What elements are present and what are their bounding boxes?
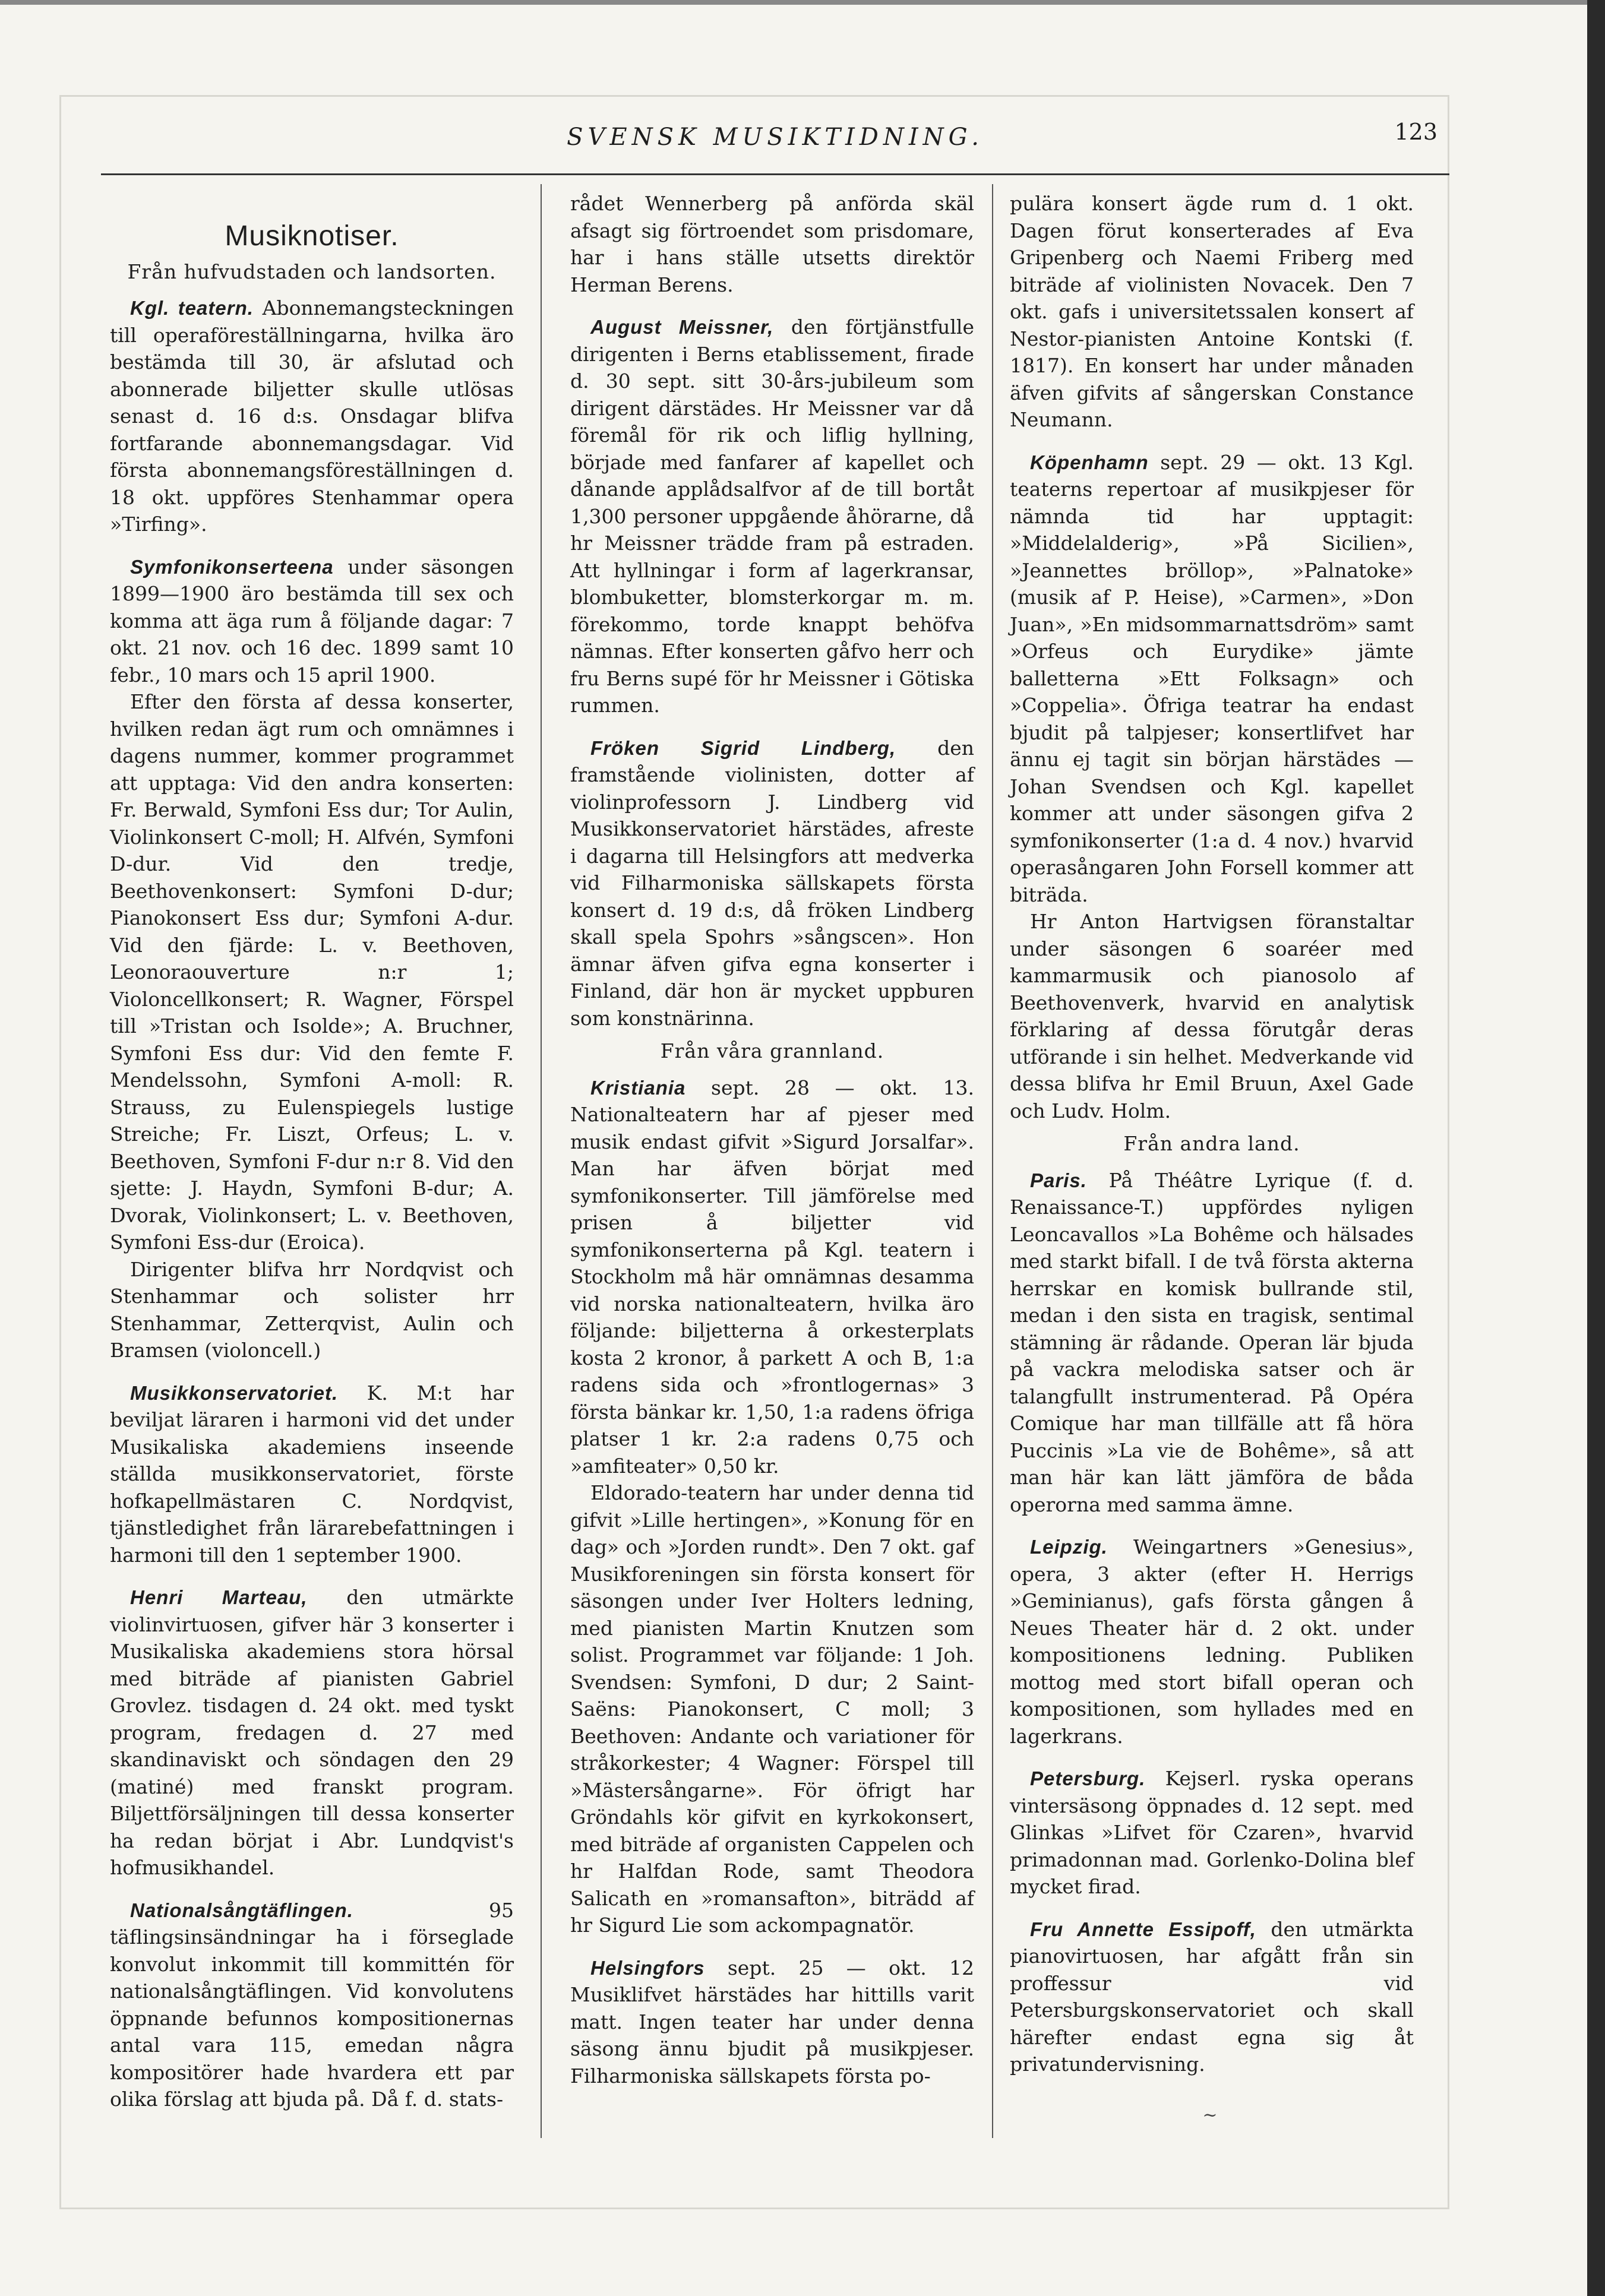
article-henri-marteau <box>110 1584 514 1881</box>
section-title: Musiknotiser. <box>225 220 399 252</box>
scan-edge-right <box>1587 0 1605 2296</box>
article-keyword: Leipzig. <box>1030 1536 1108 1558</box>
article-keyword: Fröken Sigrid Lindberg, <box>590 736 896 759</box>
column-rule-1 <box>541 184 542 2138</box>
article-text: den utmärkte violinvirtuosen, gifver här 3 konserter i Musikaliska akademiens stora hörsal med biträde af pianisten Gabriel Grovlez. tisdagen d. 24 okt. med tyskt program, fredagen d. 27 med skandinaviskt och söndagen den 29 (matiné) med franskt program. Biljettförsäljningen till dessa konserter ha redan börjat i Abr. Lundqvist's hofmusikhandel. <box>110 1586 514 1879</box>
article-keyword: Nationalsångtäflingen. <box>130 1899 353 1921</box>
article-petersburg <box>1010 1765 1414 1900</box>
article-text: sept. 29 — okt. 13 Kgl. teaterns repertoar af musikpjeser för nämnda tid har upptagit: »Middelalderig», »På Sicilien», »Jeannettes bröllop», »Palnatoke» (musik af P. Heise), »Carmen», »Don Juan», »En midsommarnattsdröm» samt »Orfeus och Eurydike» jämte balletterna »Ett Folksagn» och »Coppelia». Öfriga teatrar ha endast bjudit på talpjeser; konsertlifvet har ännu ej tagit sin början härstädes — Johan Svendsen och Kgl. kapellet kommer att under säsongen gifva 2 symfonikonserter (1:a d. 4 nov.) hvarvid operasångaren John Forsell kommer att biträda. <box>1010 450 1414 906</box>
article-text: Weingartners »Genesius», opera, 3 akter (efter H. Herrigs »Geminianus), gafs första gången å Neues Theater här d. 2 okt. under kompositionens ledning. Publiken mottog med stort bifall operan och kompositionen, som hyllades med en lagerkrans. <box>1010 1535 1414 1748</box>
article-kristiania <box>570 1074 974 1480</box>
column-1 <box>110 190 514 2113</box>
article-keyword: Köpenhamn <box>1030 451 1149 473</box>
article-keyword: August Meissner, <box>590 316 774 338</box>
column-3 <box>1010 190 1414 2129</box>
article-text: 95 täflingsinsändningar ha i förseglade konvolut inkommit till kommittén för nationalsångtäflingen. Vid konvolutens öppnande befunnos kompositionernas antal vara 115, emedan några kompositörer hade hvardera ett par olika förslag att bjuda på. Då f. d. stats- <box>110 1898 514 2111</box>
article-keyword: Symfonikonserteena <box>130 555 334 578</box>
page-number: 123 <box>1394 119 1437 145</box>
article-helsingfors <box>570 1955 974 2090</box>
column-2 <box>570 190 974 2089</box>
article-keyword: Fru Annette Essipoff, <box>1030 1918 1256 1940</box>
article-text: den utmärkta pianovirtuosen, har afgått från sin proffessur vid Petersburgskonservatoriet och skall härefter endast egna sig åt privatundervisning. <box>1010 1917 1414 2076</box>
subhead-andra-land: Från andra land. <box>1123 1132 1300 1155</box>
article-hartvigsen: Hr Anton Hartvigsen föranstaltar under säsongen 6 soaréer med kammarmusik och pianosolo af Beethovenverk, hvarvid en analytisk förklaring af dessa förutgår deras utförande i sin helhet. Medverkande vid dessa blifva hr Emil Bruun, Axel Gade och Ludv. Holm. <box>1010 910 1414 1122</box>
subhead-hufvudstaden: Från hufvudstaden och landsorten. <box>127 260 497 283</box>
article-keyword: Henri Marteau, <box>130 1586 308 1608</box>
page-header <box>101 113 1449 172</box>
article-text: den förtjänstfulle dirigenten i Berns etablissement, firade d. 30 sept. sitt 30-års-jubileum som dirigent därstädes. Hr Meissner var då föremål för rik och liflig hyllning, började med fanfarer af kapellet och dånande applådsalfvor af de till bortåt 1,300 personer uppgående åhörarne, då hr Meissner trädde fram på estraden. Att hyllningar i form af lagerkransar, blombuketter, blomsterkorgar m. m. förekommo, torde knappt behöfva nämnas. Efter konserten gåfvo herr och fru Berns supé för hr Meissner i Götiska rummen. <box>570 315 974 717</box>
subhead-grannland: Från våra grannland. <box>660 1039 884 1062</box>
article-program: Efter den första af dessa konserter, hvilken redan ägt rum och omnämnes i dagens nummer, kommer programmet att upptaga: Vid den andra konserten: Fr. Berwald, Symfoni Ess dur; Tor Aulin, Violinkonsert C-moll; H. Alfvén, Symfoni D-dur. Vid den tredje, Beethovenkonsert: Symfoni D-dur; Pianokonsert Ess dur; Symfoni A-dur. Vid den fjärde: L. v. Beethoven, Leonoraouverture n:r 1; Violoncellkonsert; R. Wagner, Förspel till »Tristan och Isolde»; A. Bruchner, Symfoni Ess dur: Vid den femte F. Mendelssohn, Symfoni A-moll: R. Strauss, zu Eulenspiegels lustige Streiche; Fr. Liszt, Orfeus; L. v. Beethoven, Symfoni F-dur n:r 8. Vid den sjette: J. Haydn, Symfoni B-dur; A. Dvorak, Violinkonsert; L. v. Beethoven, Symfoni Ess-dur (Eroica). <box>110 690 514 1254</box>
article-musikkonservatoriet <box>110 1380 514 1569</box>
article-text: K. M:t har beviljat läraren i harmoni vid det under Musikaliska akademiens inseende ställda musikkonservatoriet, förste hofkapellmästaren C. Nordqvist, tjänstledighet från lärarebefattningen i harmoni till den 1 september 1900. <box>110 1381 514 1567</box>
article-symfonikonserter <box>110 554 514 689</box>
article-text: den framstående violinisten, dotter af violinprofessorn J. Lindberg vid Musikkonservatoriet härstädes, afreste i dagarna till Helsingfors att medverka vid Filharmoniska sällskapets första konsert d. 19 d:s, då fröken Lindberg skall spela Spohrs »sångscen». Hon ämnar äfven gifva egna konserter i Finland, där hon är mycket uppburen som konstnärinna. <box>570 736 975 1030</box>
article-august-meissner <box>570 314 974 719</box>
article-populara-konsert: pulära konsert ägde rum d. 1 okt. Dagen förut konserterades af Eva Gripenberg och Naemi Friberg med biträde af violinisten Novacek. Den 7 okt. gafs i universitetssalen konsert af Nestor-pianisten Antoine Kontski (f. 1817). En konsert har under månaden äfven gifvits af sångerskan Constance Neumann. <box>1010 192 1414 431</box>
column-rule-2 <box>992 184 993 2138</box>
article-kgl-teatern <box>110 295 514 538</box>
article-text: Abonnemangsteckningen till operaföreställningarna, hvilka äro bestämda till 30, är afslutad och abonnerade biljetter skulle utlösas senast d. 16 d:s. Onsdagar blifva fortfarande abonnemangsdagar. Vid första abonnemangsföreställningen d. 18 okt. uppföres Stenhammar opera »Tirfing». <box>110 296 514 536</box>
article-text: sept. 28 — okt. 13. Nationalteatern har af pjeser med musik endast gifvit »Sigurd Jorsalfar». Man har äfven börjat med symfonikonserter. Till jämförelse med prisen å biljetter vid symfonikonserterna på Kgl. teatern i Stockholm må här omnämnas desamma vid norska nationalteatern, hvilka äro följande: biljetterna å orkesterplats kosta 2 kronor, å parkett A och B, 1:a radens sida och »frontlogernas» 3 första bänkar kr. 1,50, 1:a radens öfriga platser 1 kr. 2:a radens 0,75 och »amfiteater» 0,50 kr. <box>570 1076 974 1478</box>
article-leipzig <box>1010 1533 1414 1750</box>
article-keyword: Kgl. teatern. <box>130 297 254 319</box>
article-nationalsangtaflingen <box>110 1897 514 2113</box>
article-text: Kejserl. ryska operans vintersäsong öppnades d. 12 sept. med Glinkas »Lifvet för Czaren», hvarvid primadonnan mad. Gorlenko-Dolina blef mycket firad. <box>1010 1767 1414 1898</box>
article-text: under säsongen 1899—1900 äro bestämda till sex och komma att äga rum å följande dagar: 7 okt. 21 nov. och 16 dec. 1899 samt 10 febr., 10 mars och 15 april 1900. <box>110 555 514 687</box>
article-dirigenter: Dirigenter blifva hrr Nordqvist och Stenhammar och solister hrr Stenhammar, Zetterqvist, Aulin och Bramsen (violoncell.) <box>110 1257 514 1362</box>
article-paris <box>1010 1167 1414 1519</box>
article-text: sept. 25 — okt. 12 Musiklifvet härstädes har hittills varit matt. Ingen teater har under denna säsong ännu bjudit på musikpjeser. Filharmoniska sällskapets första po- <box>570 1956 974 2088</box>
article-keyword: Kristiania <box>590 1076 686 1099</box>
journal-title: SVENSK MUSIKTIDNING. <box>567 124 984 151</box>
article-sigrid-lindberg <box>570 735 974 1032</box>
article-eldorado: Eldorado-teatern har under denna tid gifvit »Lille hertingen», »Konung för en dag» och »Jorden rundt». Den 7 okt. gaf Musikforeningen sin första konsert för säsongen under Iver Holters ledning, med pianisten Martin Knutzen som solist. Programmet var följande: 1 Joh. Svendsen: Symfoni, D dur; 2 Saint-Saëns: Pianokonsert, C moll; 3 Beethoven: Andante och variationer för stråkorkester; 4 Wagner: Förspel till »Mästersångarne». För öfrigt har Gröndahls kör gifvit en kyrkokonsert, med biträde af organisten Cappelen och hr Halfdan Rode, samt Theodora Salicath en »romansafton», biträdd af hr Sigurd Lie som ackompagnatör. <box>570 1481 974 1937</box>
article-text: På Théâtre Lyrique (f. d. Renaissance-T.) uppfördes nyligen Leoncavallos »La Bohême och hälsades med starkt bifall. I de två första akterna herrskar en komisk bullrande stil, medan i den sista en tragisk, sentimal stämning är rådande. Operan lär bjuda på vackra melodiska satser och är talangfullt instrumenterad. På Opéra Comique har man tillfälle att få höra Puccinis »La vie de Bohême», så att man här kan lätt jämföra de båda operorna med samma ämne. <box>1010 1168 1414 1516</box>
scan-edge-top <box>0 0 1605 5</box>
article-wennerberg: rådet Wennerberg på anförda skäl afsagt sig förtroendet som prisdomare, har i hans ställe utsetts direktör Herman Berens. <box>570 192 974 296</box>
article-keyword: Helsingfors <box>590 1956 705 1979</box>
article-keyword: Petersburg. <box>1030 1767 1146 1789</box>
article-keyword: Musikkonservatoriet. <box>130 1381 339 1404</box>
ornament-icon: ~ <box>1202 2104 1221 2126</box>
article-keyword: Paris. <box>1030 1169 1087 1191</box>
article-kopenhamn <box>1010 449 1414 909</box>
header-rule <box>101 173 1449 175</box>
article-essipoff <box>1010 1916 1414 2078</box>
